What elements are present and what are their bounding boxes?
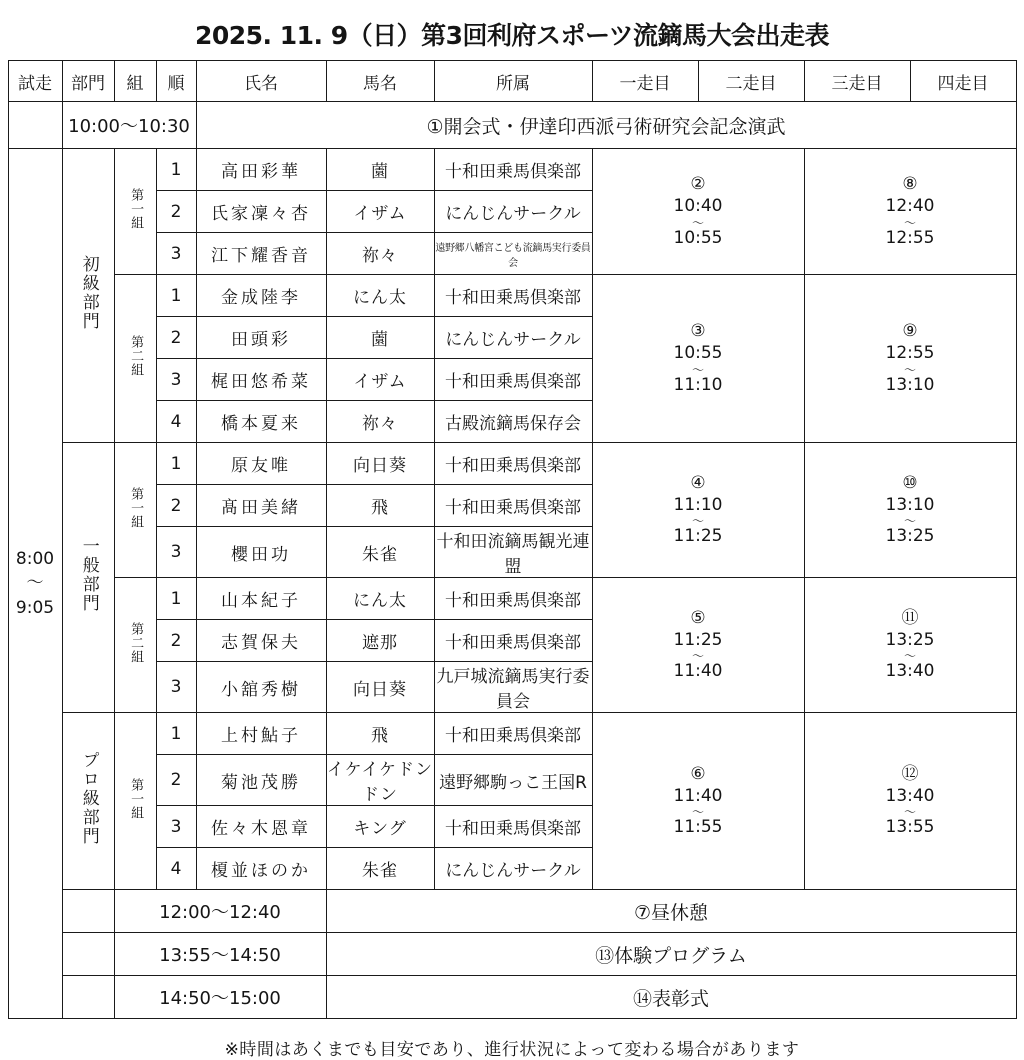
jun-cell: 2 [156,755,196,806]
header-bamei: 馬名 [326,61,434,102]
affiliation: 十和田乗馬倶楽部 [434,149,592,191]
run-order-circle: ⑤ [690,607,706,628]
affiliation: 九戸城流鏑馬実行委員会 [434,662,592,713]
run-start: 12:40 [885,196,935,217]
jun-cell: 3 [156,527,196,578]
table-row [8,578,1016,620]
kumi-label: 第一組 [128,486,144,529]
jun-cell: 4 [156,401,196,443]
kumi-cell [114,149,156,275]
kumi-cell [114,443,156,578]
kumi-label: 第一組 [128,777,144,820]
affiliation: にんじんサークル [434,848,592,890]
ceremony-blank [8,102,62,149]
shiso-tilde: ～ [26,573,44,594]
kumi-cell [114,713,156,890]
horse-name: 向日葵 [326,662,434,713]
affiliation: 十和田流鏑馬観光連盟 [434,527,592,578]
run-start: 12:55 [885,343,935,364]
run-start: 11:40 [673,785,723,806]
run-slot-a [592,713,804,890]
run-end: 13:55 [885,817,935,838]
jun-cell: 3 [156,662,196,713]
jun-cell: 2 [156,317,196,359]
run-end: 13:25 [885,526,935,547]
rider-name: 佐々木恩章 [196,806,326,848]
footer-text: ⑬体験プログラム [326,933,1016,976]
footer-row-program [8,933,1016,976]
run-end: 11:55 [673,817,723,838]
jun-cell: 1 [156,443,196,485]
footer-row-lunch [8,890,1016,933]
horse-name: 朱雀 [326,527,434,578]
run-tilde: ～ [691,649,704,664]
table-header-row [8,61,1016,102]
header-jun: 順 [156,61,196,102]
run-order-circle: ⑩ [902,472,918,493]
footer-time: 14:50～15:00 [114,976,326,1019]
rider-name: 櫻田功 [196,527,326,578]
run-tilde: ～ [691,215,704,230]
rider-name: 金成陸李 [196,275,326,317]
run-order-circle: ⑨ [902,321,918,342]
shiso-end: 9:05 [15,597,55,618]
affiliation: 十和田乗馬倶楽部 [434,713,592,755]
footnote: ※時間はあくまでも目安であり、進行状況によって変わる場合があります [224,1040,800,1060]
rider-name: 氏家凜々杏 [196,191,326,233]
run-tilde: ～ [903,805,916,820]
run-end: 13:10 [885,374,935,395]
run-tilde: ～ [903,362,916,377]
footer-time: 13:55～14:50 [114,933,326,976]
horse-name: 祢々 [326,233,434,275]
rider-name: 志賀保夫 [196,620,326,662]
rider-name: 江下耀香音 [196,233,326,275]
run-order-circle: ⑫ [901,763,919,784]
run-end: 11:10 [673,374,723,395]
bumon-label: 一般部門 [78,537,99,613]
bumon-shokyu [62,149,114,443]
horse-name: にん太 [326,578,434,620]
affiliation: 古殿流鏑馬保存会 [434,401,592,443]
horse-name: キング [326,806,434,848]
run-start: 10:55 [673,343,723,364]
run-start: 10:40 [673,196,723,217]
kumi-cell [114,578,156,713]
horse-name: 向日葵 [326,443,434,485]
rider-name: 田頭彩 [196,317,326,359]
footer-text: ⑦昼休憩 [326,890,1016,933]
table-row [8,149,1016,191]
run-start: 13:25 [885,629,935,650]
run-slot-b [804,149,1016,275]
run-slot-a [592,443,804,578]
header-run-3: 三走目 [804,61,910,102]
run-tilde: ～ [691,362,704,377]
run-order-circle: ⑧ [902,174,918,195]
jun-cell: 2 [156,620,196,662]
horse-name: イザム [326,191,434,233]
bumon-pro [62,713,114,890]
kumi-label: 第一組 [128,188,144,230]
run-start: 11:25 [673,629,723,650]
run-slot-b [804,578,1016,713]
run-tilde: ～ [903,649,916,664]
horse-name: 遮那 [326,620,434,662]
run-end: 13:40 [885,661,935,682]
jun-cell: 4 [156,848,196,890]
ceremony-text: ①開会式・伊達印西派弓術研究会記念演武 [196,102,1016,149]
page-title: 2025. 11. 9（日）第3回利府スポーツ流鏑馬大会出走表 [194,21,830,50]
kumi-label: 第二組 [128,335,144,377]
run-order-circle: ② [690,174,706,195]
jun-cell: 1 [156,149,196,191]
run-end: 12:55 [885,227,935,248]
rider-name: 上村鮎子 [196,713,326,755]
jun-cell: 1 [156,713,196,755]
ceremony-time: 10:00～10:30 [62,102,196,149]
affiliation: 十和田乗馬倶楽部 [434,806,592,848]
rider-name: 榎並ほのか [196,848,326,890]
affiliation: 十和田乗馬倶楽部 [434,578,592,620]
header-run-4: 四走目 [910,61,1016,102]
footer-time: 12:00～12:40 [114,890,326,933]
run-end: 11:25 [673,526,723,547]
ceremony-row [8,102,1016,149]
table-row [8,713,1016,755]
affiliation: 遠野郷八幡宮こども流鏑馬実行委員会 [434,233,592,275]
affiliation: 十和田乗馬倶楽部 [434,359,592,401]
footer-blank [62,933,114,976]
footer-blank [62,890,114,933]
bumon-label: プロ級部門 [78,751,99,846]
kumi-cell [114,275,156,443]
rider-name: 小舘秀樹 [196,662,326,713]
run-tilde: ～ [691,514,704,529]
run-slot-b [804,443,1016,578]
run-end: 11:40 [673,661,723,682]
horse-name: 朱雀 [326,848,434,890]
affiliation: 十和田乗馬倶楽部 [434,620,592,662]
run-slot-a [592,578,804,713]
jun-cell: 1 [156,275,196,317]
horse-name: イザム [326,359,434,401]
footer-text: ⑭表彰式 [326,976,1016,1019]
header-shimei: 氏名 [196,61,326,102]
run-slot-b [804,713,1016,890]
run-order-circle: ⑥ [690,763,706,784]
run-slot-a [592,275,804,443]
bumon-ippan [62,443,114,713]
rider-name: 橋本夏来 [196,401,326,443]
horse-name: 飛 [326,713,434,755]
run-tilde: ～ [903,215,916,230]
shiso-start: 8:00 [15,548,55,569]
header-bumon: 部門 [62,61,114,102]
header-run-2: 二走目 [698,61,804,102]
kumi-label: 第二組 [128,621,144,664]
affiliation: 十和田乗馬倶楽部 [434,485,592,527]
horse-name: 薗 [326,149,434,191]
jun-cell: 2 [156,485,196,527]
jun-cell: 1 [156,578,196,620]
run-order-circle: ③ [690,321,706,342]
run-end: 10:55 [673,227,723,248]
affiliation: 遠野郷駒っこ王国R [434,755,592,806]
horse-name: にん太 [326,275,434,317]
affiliation: にんじんサークル [434,317,592,359]
start-list-table [8,60,1017,1019]
table-row [8,275,1016,317]
run-order-circle: ④ [690,472,706,493]
affiliation: 十和田乗馬倶楽部 [434,443,592,485]
run-tilde: ～ [691,805,704,820]
run-start: 13:10 [885,494,935,515]
jun-cell: 3 [156,233,196,275]
rider-name: 原友唯 [196,443,326,485]
affiliation: 十和田乗馬倶楽部 [434,275,592,317]
run-tilde: ～ [903,514,916,529]
jun-cell: 2 [156,191,196,233]
run-start: 11:10 [673,494,723,515]
horse-name: 薗 [326,317,434,359]
rider-name: 山本紀子 [196,578,326,620]
run-order-circle: ⑪ [901,607,919,628]
rider-name: 高田彩華 [196,149,326,191]
jun-cell: 3 [156,806,196,848]
horse-name: イケイケドンドン [326,755,434,806]
horse-name: 飛 [326,485,434,527]
jun-cell: 3 [156,359,196,401]
rider-name: 髙田美緒 [196,485,326,527]
horse-name: 祢々 [326,401,434,443]
header-kumi: 組 [114,61,156,102]
bumon-label: 初級部門 [78,255,99,331]
header-run-1: 一走目 [592,61,698,102]
table-row [8,443,1016,485]
rider-name: 菊池茂勝 [196,755,326,806]
shiso-time-cell [8,149,62,1019]
header-shiso: 試走 [8,61,62,102]
header-shozoku: 所属 [434,61,592,102]
rider-name: 梶田悠希菜 [196,359,326,401]
run-slot-b [804,275,1016,443]
run-slot-a [592,149,804,275]
affiliation: にんじんサークル [434,191,592,233]
run-start: 13:40 [885,785,935,806]
